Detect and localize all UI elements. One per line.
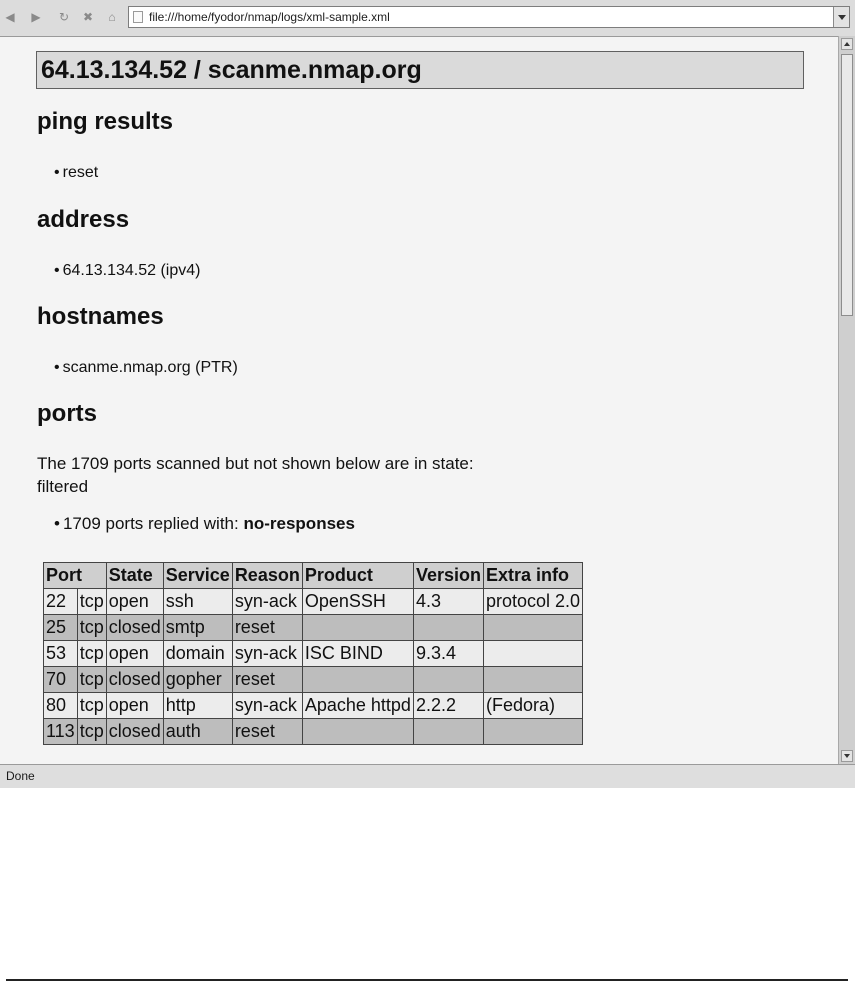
cell-version xyxy=(413,667,483,693)
url-text[interactable]: file:///home/fyodor/nmap/logs/xml-sample.xml xyxy=(149,10,390,24)
ports-summary-line1: The 1709 ports scanned but not shown below are in state: xyxy=(37,454,474,473)
cell-port: 113 xyxy=(44,719,78,745)
cell-service: http xyxy=(163,693,232,719)
ping-results-heading: ping results xyxy=(37,108,174,135)
page-divider xyxy=(6,979,848,981)
col-header-product: Product xyxy=(302,563,413,589)
forward-icon[interactable]: ▶ xyxy=(31,10,41,24)
cell-proto: tcp xyxy=(77,589,106,615)
url-dropdown-button[interactable] xyxy=(833,7,849,27)
cell-service: gopher xyxy=(163,667,232,693)
cell-state: closed xyxy=(106,615,163,641)
address-item: • 64.13.134.52 (ipv4) xyxy=(54,262,200,280)
ports-table xyxy=(43,562,583,745)
cell-service: smtp xyxy=(163,615,232,641)
cell-product: Apache httpd xyxy=(302,693,413,719)
cell-reason: reset xyxy=(232,719,302,745)
cell-port: 80 xyxy=(44,693,78,719)
cell-extra xyxy=(483,641,582,667)
cell-product: ISC BIND xyxy=(302,641,413,667)
hostnames-heading: hostnames xyxy=(37,303,164,330)
cell-extra xyxy=(483,667,582,693)
cell-reason: syn-ack xyxy=(232,589,302,615)
scroll-down-arrow-icon[interactable] xyxy=(841,750,853,762)
url-bar[interactable] xyxy=(128,6,850,28)
cell-proto: tcp xyxy=(77,693,106,719)
cell-port: 53 xyxy=(44,641,78,667)
ports-reply-prefix: 1709 ports replied with: xyxy=(62,514,239,533)
col-header-service: Service xyxy=(163,563,232,589)
page-icon xyxy=(133,11,143,23)
table-row xyxy=(44,719,583,745)
back-icon[interactable]: ◀ xyxy=(5,10,15,24)
ports-summary xyxy=(37,452,597,498)
cell-extra xyxy=(483,615,582,641)
cell-reason: reset xyxy=(232,667,302,693)
cell-proto: tcp xyxy=(77,641,106,667)
home-icon[interactable]: ⌂ xyxy=(108,10,116,24)
cell-state: closed xyxy=(106,719,163,745)
cell-reason: syn-ack xyxy=(232,693,302,719)
ports-reply-reason: no-responses xyxy=(243,514,355,533)
cell-product xyxy=(302,667,413,693)
table-row xyxy=(44,693,583,719)
cell-port: 22 xyxy=(44,589,78,615)
col-header-version: Version xyxy=(413,563,483,589)
cell-version: 9.3.4 xyxy=(413,641,483,667)
stop-icon[interactable]: ✖ xyxy=(82,10,94,24)
cell-extra: protocol 2.0 xyxy=(483,589,582,615)
cell-reason: reset xyxy=(232,615,302,641)
ping-result-item: • reset xyxy=(54,164,98,182)
hostname-item: • scanme.nmap.org (PTR) xyxy=(54,359,238,377)
browser-toolbar xyxy=(0,0,855,37)
table-row xyxy=(44,589,583,615)
cell-version xyxy=(413,719,483,745)
table-row xyxy=(44,667,583,693)
cell-port: 70 xyxy=(44,667,78,693)
page-content xyxy=(0,37,838,764)
ports-reply-item xyxy=(54,514,355,534)
cell-product xyxy=(302,719,413,745)
table-row xyxy=(44,641,583,667)
cell-extra xyxy=(483,719,582,745)
cell-proto: tcp xyxy=(77,667,106,693)
cell-proto: tcp xyxy=(77,719,106,745)
col-header-reason: Reason xyxy=(232,563,302,589)
cell-state: open xyxy=(106,693,163,719)
cell-extra: (Fedora) xyxy=(483,693,582,719)
ports-summary-line2: filtered xyxy=(37,477,89,496)
vertical-scrollbar[interactable] xyxy=(838,36,855,764)
cell-service: auth xyxy=(163,719,232,745)
cell-version: 2.2.2 xyxy=(413,693,483,719)
cell-version xyxy=(413,615,483,641)
scroll-up-arrow-icon[interactable] xyxy=(841,38,853,50)
address-heading: address xyxy=(37,206,130,233)
cell-state: closed xyxy=(106,667,163,693)
cell-product: OpenSSH xyxy=(302,589,413,615)
status-text: Done xyxy=(6,769,35,783)
col-header-extra-info: Extra info xyxy=(483,563,582,589)
status-bar xyxy=(0,764,855,788)
reload-icon[interactable]: ↻ xyxy=(58,10,70,24)
host-title: 64.13.134.52 / scanme.nmap.org xyxy=(36,51,804,89)
cell-reason: syn-ack xyxy=(232,641,302,667)
table-row xyxy=(44,615,583,641)
cell-service: ssh xyxy=(163,589,232,615)
col-header-state: State xyxy=(106,563,163,589)
ports-heading: ports xyxy=(37,400,97,427)
cell-version: 4.3 xyxy=(413,589,483,615)
cell-proto: tcp xyxy=(77,615,106,641)
cell-state: open xyxy=(106,589,163,615)
scroll-thumb[interactable] xyxy=(841,54,853,316)
cell-port: 25 xyxy=(44,615,78,641)
col-header-port: Port xyxy=(44,563,107,589)
cell-state: open xyxy=(106,641,163,667)
ports-table-header-row xyxy=(44,563,583,589)
cell-service: domain xyxy=(163,641,232,667)
cell-product xyxy=(302,615,413,641)
